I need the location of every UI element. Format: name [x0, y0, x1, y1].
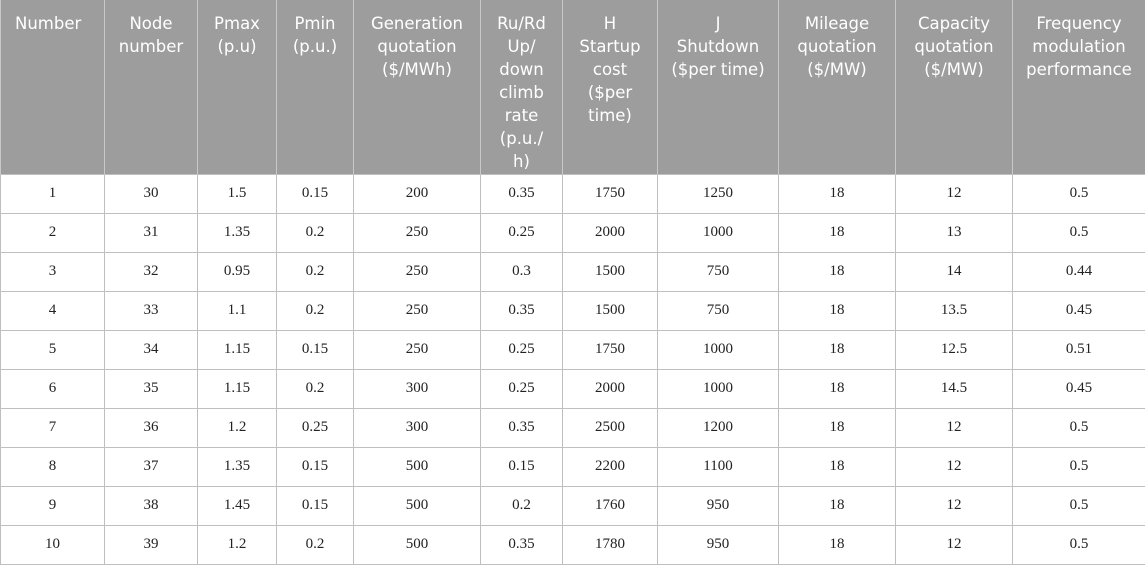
header-capacity-quotation: Capacity quotation ($/MW): [896, 0, 1013, 174]
cell-mileage-quotation: 18: [779, 525, 896, 564]
cell-pmax: 1.45: [198, 486, 277, 525]
cell-shutdown-cost: 1000: [658, 330, 779, 369]
cell-generation-quotation: 500: [354, 486, 481, 525]
cell-pmin: 0.2: [277, 213, 354, 252]
cell-shutdown-cost: 950: [658, 525, 779, 564]
cell-node-number: 30: [105, 174, 198, 213]
cell-pmax: 1.15: [198, 369, 277, 408]
cell-pmin: 0.2: [277, 369, 354, 408]
header-shutdown-cost: J Shutdown ($per time): [658, 0, 779, 174]
header-node-number: Node number: [105, 0, 198, 174]
cell-startup-cost: 2200: [563, 447, 658, 486]
cell-frequency-modulation-performance: 0.5: [1013, 408, 1145, 447]
cell-capacity-quotation: 14: [896, 252, 1013, 291]
cell-node-number: 39: [105, 525, 198, 564]
cell-ramp-rate: 0.2: [481, 486, 563, 525]
cell-startup-cost: 1780: [563, 525, 658, 564]
cell-frequency-modulation-performance: 0.5: [1013, 174, 1145, 213]
cell-shutdown-cost: 1250: [658, 174, 779, 213]
header-generation-quotation: Generation quotation ($/MWh): [354, 0, 481, 174]
cell-mileage-quotation: 18: [779, 447, 896, 486]
cell-mileage-quotation: 18: [779, 486, 896, 525]
cell-generation-quotation: 300: [354, 369, 481, 408]
table-row: [1, 447, 1145, 486]
header-frequency-modulation-performance: Frequency modulation performance: [1013, 0, 1145, 174]
cell-node-number: 36: [105, 408, 198, 447]
cell-node-number: 37: [105, 447, 198, 486]
cell-node-number: 32: [105, 252, 198, 291]
cell-mileage-quotation: 18: [779, 369, 896, 408]
header-pmin: Pmin (p.u.): [277, 0, 354, 174]
cell-pmin: 0.15: [277, 447, 354, 486]
cell-number: 3: [1, 252, 105, 291]
cell-number: 4: [1, 291, 105, 330]
cell-ramp-rate: 0.35: [481, 525, 563, 564]
cell-number: 6: [1, 369, 105, 408]
cell-capacity-quotation: 12: [896, 486, 1013, 525]
cell-mileage-quotation: 18: [779, 213, 896, 252]
cell-frequency-modulation-performance: 0.5: [1013, 447, 1145, 486]
cell-number: 10: [1, 525, 105, 564]
cell-pmin: 0.15: [277, 486, 354, 525]
cell-startup-cost: 1500: [563, 291, 658, 330]
table-row: [1, 213, 1145, 252]
cell-startup-cost: 2000: [563, 213, 658, 252]
cell-pmin: 0.2: [277, 252, 354, 291]
cell-ramp-rate: 0.25: [481, 369, 563, 408]
header-startup-cost: H Startup cost ($per time): [563, 0, 658, 174]
cell-capacity-quotation: 12: [896, 525, 1013, 564]
cell-pmax: 1.1: [198, 291, 277, 330]
cell-number: 7: [1, 408, 105, 447]
cell-pmax: 1.2: [198, 408, 277, 447]
cell-capacity-quotation: 14.5: [896, 369, 1013, 408]
table-row: [1, 252, 1145, 291]
table-header-row: [1, 0, 1145, 174]
cell-pmax: 1.15: [198, 330, 277, 369]
cell-startup-cost: 1760: [563, 486, 658, 525]
cell-ramp-rate: 0.25: [481, 330, 563, 369]
table-row: [1, 369, 1145, 408]
table-row: [1, 525, 1145, 564]
cell-node-number: 34: [105, 330, 198, 369]
cell-generation-quotation: 250: [354, 291, 481, 330]
cell-generation-quotation: 250: [354, 252, 481, 291]
cell-shutdown-cost: 750: [658, 291, 779, 330]
cell-generation-quotation: 300: [354, 408, 481, 447]
cell-number: 5: [1, 330, 105, 369]
cell-startup-cost: 2000: [563, 369, 658, 408]
cell-generation-quotation: 200: [354, 174, 481, 213]
cell-shutdown-cost: 1100: [658, 447, 779, 486]
cell-pmin: 0.25: [277, 408, 354, 447]
cell-frequency-modulation-performance: 0.5: [1013, 213, 1145, 252]
cell-capacity-quotation: 12: [896, 408, 1013, 447]
cell-mileage-quotation: 18: [779, 174, 896, 213]
cell-generation-quotation: 250: [354, 330, 481, 369]
cell-shutdown-cost: 750: [658, 252, 779, 291]
cell-shutdown-cost: 1000: [658, 369, 779, 408]
cell-ramp-rate: 0.35: [481, 174, 563, 213]
cell-shutdown-cost: 1000: [658, 213, 779, 252]
cell-startup-cost: 1750: [563, 330, 658, 369]
table-row: [1, 291, 1145, 330]
header-mileage-quotation: Mileage quotation ($/MW): [779, 0, 896, 174]
cell-ramp-rate: 0.15: [481, 447, 563, 486]
cell-startup-cost: 2500: [563, 408, 658, 447]
cell-pmax: 1.5: [198, 174, 277, 213]
cell-number: 2: [1, 213, 105, 252]
cell-frequency-modulation-performance: 0.44: [1013, 252, 1145, 291]
cell-mileage-quotation: 18: [779, 408, 896, 447]
cell-node-number: 38: [105, 486, 198, 525]
cell-pmax: 0.95: [198, 252, 277, 291]
cell-mileage-quotation: 18: [779, 330, 896, 369]
table-row: [1, 408, 1145, 447]
header-pmax: Pmax (p.u): [198, 0, 277, 174]
cell-frequency-modulation-performance: 0.45: [1013, 369, 1145, 408]
cell-pmax: 1.35: [198, 213, 277, 252]
cell-number: 8: [1, 447, 105, 486]
table-body: [1, 174, 1145, 564]
cell-capacity-quotation: 12: [896, 174, 1013, 213]
cell-pmax: 1.35: [198, 447, 277, 486]
cell-shutdown-cost: 1200: [658, 408, 779, 447]
cell-frequency-modulation-performance: 0.5: [1013, 486, 1145, 525]
cell-capacity-quotation: 13.5: [896, 291, 1013, 330]
header-ramp-rate: Ru/Rd Up/ down climb rate (p.u./ h): [481, 0, 563, 174]
cell-node-number: 31: [105, 213, 198, 252]
table-row: [1, 174, 1145, 213]
cell-frequency-modulation-performance: 0.51: [1013, 330, 1145, 369]
cell-mileage-quotation: 18: [779, 252, 896, 291]
cell-pmin: 0.2: [277, 525, 354, 564]
cell-pmax: 1.2: [198, 525, 277, 564]
cell-pmin: 0.15: [277, 330, 354, 369]
cell-number: 1: [1, 174, 105, 213]
header-number: Number: [1, 0, 105, 174]
cell-startup-cost: 1750: [563, 174, 658, 213]
cell-ramp-rate: 0.35: [481, 408, 563, 447]
cell-capacity-quotation: 13: [896, 213, 1013, 252]
cell-pmin: 0.15: [277, 174, 354, 213]
table-row: [1, 486, 1145, 525]
cell-ramp-rate: 0.35: [481, 291, 563, 330]
cell-generation-quotation: 500: [354, 447, 481, 486]
cell-capacity-quotation: 12.5: [896, 330, 1013, 369]
cell-startup-cost: 1500: [563, 252, 658, 291]
cell-node-number: 35: [105, 369, 198, 408]
cell-generation-quotation: 250: [354, 213, 481, 252]
cell-shutdown-cost: 950: [658, 486, 779, 525]
cell-mileage-quotation: 18: [779, 291, 896, 330]
cell-ramp-rate: 0.25: [481, 213, 563, 252]
cell-ramp-rate: 0.3: [481, 252, 563, 291]
cell-capacity-quotation: 12: [896, 447, 1013, 486]
cell-pmin: 0.2: [277, 291, 354, 330]
cell-frequency-modulation-performance: 0.45: [1013, 291, 1145, 330]
cell-frequency-modulation-performance: 0.5: [1013, 525, 1145, 564]
cell-number: 9: [1, 486, 105, 525]
table-row: [1, 330, 1145, 369]
cell-generation-quotation: 500: [354, 525, 481, 564]
cell-node-number: 33: [105, 291, 198, 330]
